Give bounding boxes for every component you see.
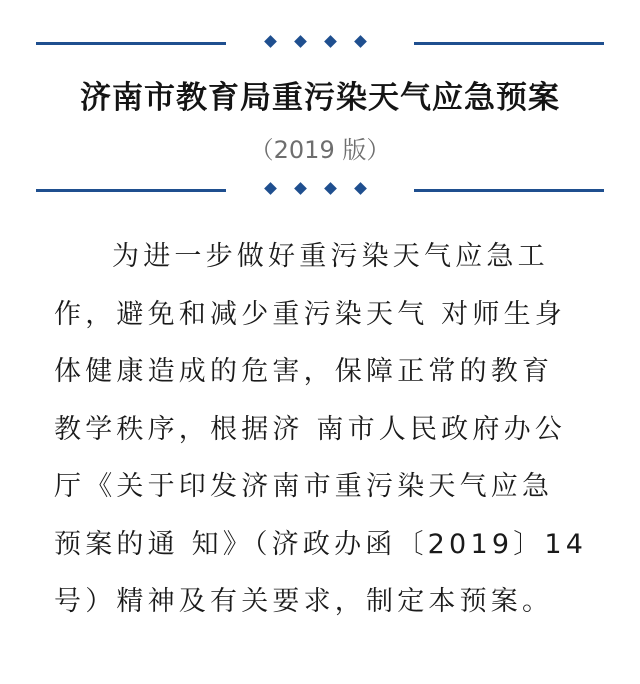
- top-divider-right-line: [414, 42, 604, 45]
- diamond-icon: [294, 182, 307, 195]
- diamond-icon: [324, 35, 337, 48]
- top-divider-left-line: [36, 42, 226, 45]
- body-paragraph: [54, 228, 586, 631]
- bottom-divider: [0, 180, 640, 200]
- paragraph-line: 厅《关于印发济南市重污染天气应急: [54, 471, 554, 502]
- edition-subtitle: （2019 版）: [249, 136, 391, 164]
- paragraph-line: 作，避免和减少重污染天气 对师生身: [54, 298, 566, 330]
- paragraph-line: 预案的通 知》（济政办函〔2019〕14: [54, 528, 588, 560]
- top-divider: [0, 33, 640, 53]
- paragraph-line: 号）精神及有关要求，制定本预案。: [54, 586, 554, 617]
- page-title: 济南市教育局重污染天气应急预案: [80, 80, 560, 116]
- diamond-icon: [354, 182, 367, 195]
- bottom-divider-right-line: [414, 189, 604, 192]
- diamond-icon: [354, 35, 367, 48]
- diamond-icon: [294, 35, 307, 48]
- bottom-divider-left-line: [36, 189, 226, 192]
- diamond-icon: [264, 35, 277, 48]
- paragraph-line: 体健康造成的危害，保障正常的教育: [54, 356, 554, 387]
- diamond-icon: [324, 182, 337, 195]
- paragraph-line: 教学秩序，根据济 南市人民政府办公: [54, 413, 566, 445]
- paragraph-line: 为进一步做好重污染天气应急工: [112, 241, 549, 272]
- diamond-icon: [264, 182, 277, 195]
